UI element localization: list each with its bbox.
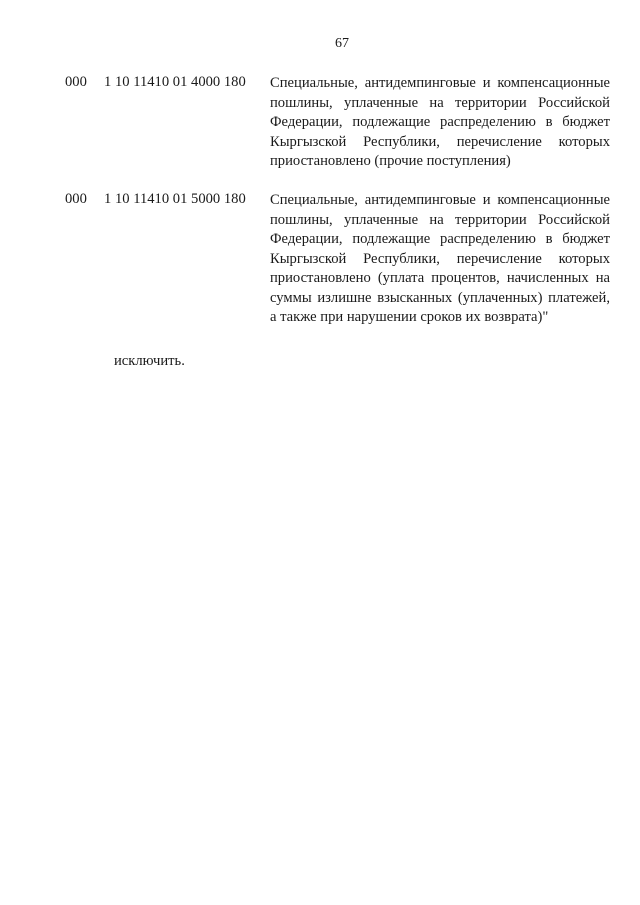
- budget-classification-code: 1 10 11410 01 4000 180: [104, 74, 246, 90]
- page-number: 67: [335, 36, 349, 51]
- row-prefix: 000: [65, 191, 87, 207]
- row-prefix: 000: [65, 74, 87, 90]
- budget-classification-code: 1 10 11410 01 5000 180: [104, 191, 246, 207]
- row-description: Специальные, антидемпинговые и компенсационные пошлины, уплаченные на территории Российской Федерации, подлежащие распределению в бюджет Кыргызской Республики, перечисление которых приостановлено (прочие поступления): [270, 75, 610, 169]
- closing-instruction: исключить.: [114, 353, 185, 369]
- row-description: Специальные, антидемпинговые и компенсационные пошлины, уплаченные на территории Российской Федерации, подлежащие распределению в бюджет Кыргызской Республики, перечисление которых приостановлено (уплата процентов, начисленных на суммы излишне взысканных (уплаченных) платежей, а также при нарушении сроков их возврата)": [270, 192, 610, 325]
